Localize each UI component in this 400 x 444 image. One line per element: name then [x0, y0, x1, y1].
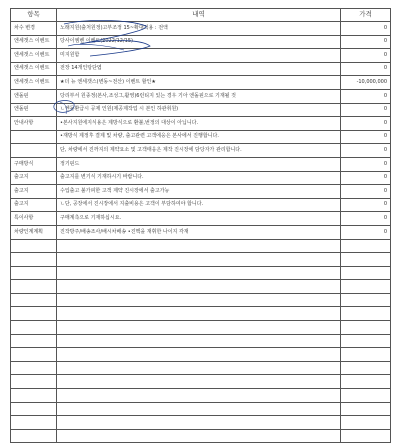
- row-content: ㄴ엔돌환급시 공제 인원(제공제작업 시 본인 하관취원): [57, 103, 341, 117]
- row-price: 0: [341, 225, 391, 239]
- empty-row: [11, 416, 391, 430]
- row-price: 0: [341, 212, 391, 226]
- row-price: 0: [341, 49, 391, 63]
- empty-row: [11, 334, 391, 348]
- row-item: 엔세갯스 이벤트: [11, 62, 57, 76]
- table-row: [11, 89, 391, 103]
- row-item: 안내사항: [11, 117, 57, 131]
- row-item: 엔세갯스 이벤트: [11, 35, 57, 49]
- row-price: 0: [341, 35, 391, 49]
- table-row: [11, 144, 391, 158]
- table-row: [11, 35, 391, 49]
- table-row: [11, 185, 391, 199]
- row-price: 0: [341, 198, 391, 212]
- empty-row: [11, 253, 391, 267]
- row-price: 0: [341, 117, 391, 131]
- table-row: [11, 198, 391, 212]
- empty-row: [11, 321, 391, 335]
- empty-row: [11, 348, 391, 362]
- empty-row: [11, 239, 391, 253]
- row-item: [11, 144, 57, 158]
- row-item: [11, 130, 57, 144]
- row-price: 0: [341, 171, 391, 185]
- row-content: •본사지원에지식용은 제방식으로 환불,번정의 대상이 아닙니다.: [57, 117, 341, 131]
- row-item: 엔돌핀: [11, 89, 57, 103]
- empty-row: [11, 307, 391, 321]
- row-price: 0: [341, 157, 391, 171]
- row-content: ㄴ단, 공장에서 진시장에서 지출비용은 고객이 부담하여야 합니다.: [57, 198, 341, 212]
- row-content: 수입출고 불가피한 고객 제약 진시장에서 출고가능: [57, 185, 341, 199]
- row-item: 특이사항: [11, 212, 57, 226]
- empty-row: [11, 293, 391, 307]
- row-content: 출고지를 변기식 기재하시기 바랍니다.: [57, 171, 341, 185]
- row-price: 0: [341, 103, 391, 117]
- row-item: 출고지: [11, 171, 57, 185]
- row-price: 0: [341, 185, 391, 199]
- table-header-row: [11, 9, 391, 22]
- row-item: 차수 변경: [11, 22, 57, 36]
- row-item: 출고지: [11, 198, 57, 212]
- table-row: [11, 171, 391, 185]
- row-content: ★더 뉴 엔세갯스(변동~전산) 이벤트 할인★: [57, 76, 341, 90]
- table-row: [11, 62, 391, 76]
- row-price: 0: [341, 22, 391, 36]
- empty-row: [11, 280, 391, 294]
- empty-row: [11, 402, 391, 416]
- empty-row: [11, 389, 391, 403]
- row-item: 엔세갯스 이벤트: [11, 76, 57, 90]
- row-content: •재방식 제정후 결제 및 차량, 출고관련 고객에응은 본사에서 진행합니다.: [57, 130, 341, 144]
- table-row: [11, 103, 391, 117]
- header-price: 가격: [341, 9, 391, 22]
- row-content: 구매계측으로 기재하십시요.: [57, 212, 341, 226]
- row-item: 구매방식: [11, 157, 57, 171]
- row-content: 노래지원(출처원정)고부조정 15~확대적용 : 전액: [57, 22, 341, 36]
- table-row: [11, 130, 391, 144]
- row-item: 출고지: [11, 185, 57, 199]
- empty-row: [11, 429, 391, 443]
- table-row: [11, 49, 391, 63]
- row-content: 당사이엠벤 이벤트(2022/12/15): [57, 35, 341, 49]
- row-price: 0: [341, 144, 391, 158]
- table-row: [11, 117, 391, 131]
- row-content: 단, 차량에서 진까지의 제약요소 및 고객태응은 제작 진시장에 담당자가 관리합니다.: [57, 144, 341, 158]
- header-item: 항목: [11, 9, 57, 22]
- row-content: 전장 14개인탕단엽: [57, 62, 341, 76]
- table-row: [11, 212, 391, 226]
- empty-row: [11, 266, 391, 280]
- row-content: 진작방주/배송조사/배시차배송 •진핵을 재휘한 나이지 각재: [57, 225, 341, 239]
- empty-row: [11, 361, 391, 375]
- row-price: 0: [341, 62, 391, 76]
- row-content: 정기핀드: [57, 157, 341, 171]
- row-item: 엔돌핀: [11, 103, 57, 117]
- row-content: 당리부서 원종정(본사,조성그,활영)6런티지 있는 경우 기아 엔돌핀으로 기재될 것: [57, 89, 341, 103]
- row-content: 미지원함: [57, 49, 341, 63]
- empty-row: [11, 375, 391, 389]
- row-price: -10,000,000: [341, 76, 391, 90]
- table-row: [11, 157, 391, 171]
- quotation-table: [10, 8, 391, 443]
- row-price: 0: [341, 130, 391, 144]
- row-price: 0: [341, 89, 391, 103]
- table-row: [11, 22, 391, 36]
- table-row: [11, 225, 391, 239]
- row-item: 엔세갯스 이벤트: [11, 49, 57, 63]
- quotation-table-page: [10, 8, 391, 435]
- header-content: 내역: [57, 9, 341, 22]
- table-row: [11, 76, 391, 90]
- row-item: 차량인계계획: [11, 225, 57, 239]
